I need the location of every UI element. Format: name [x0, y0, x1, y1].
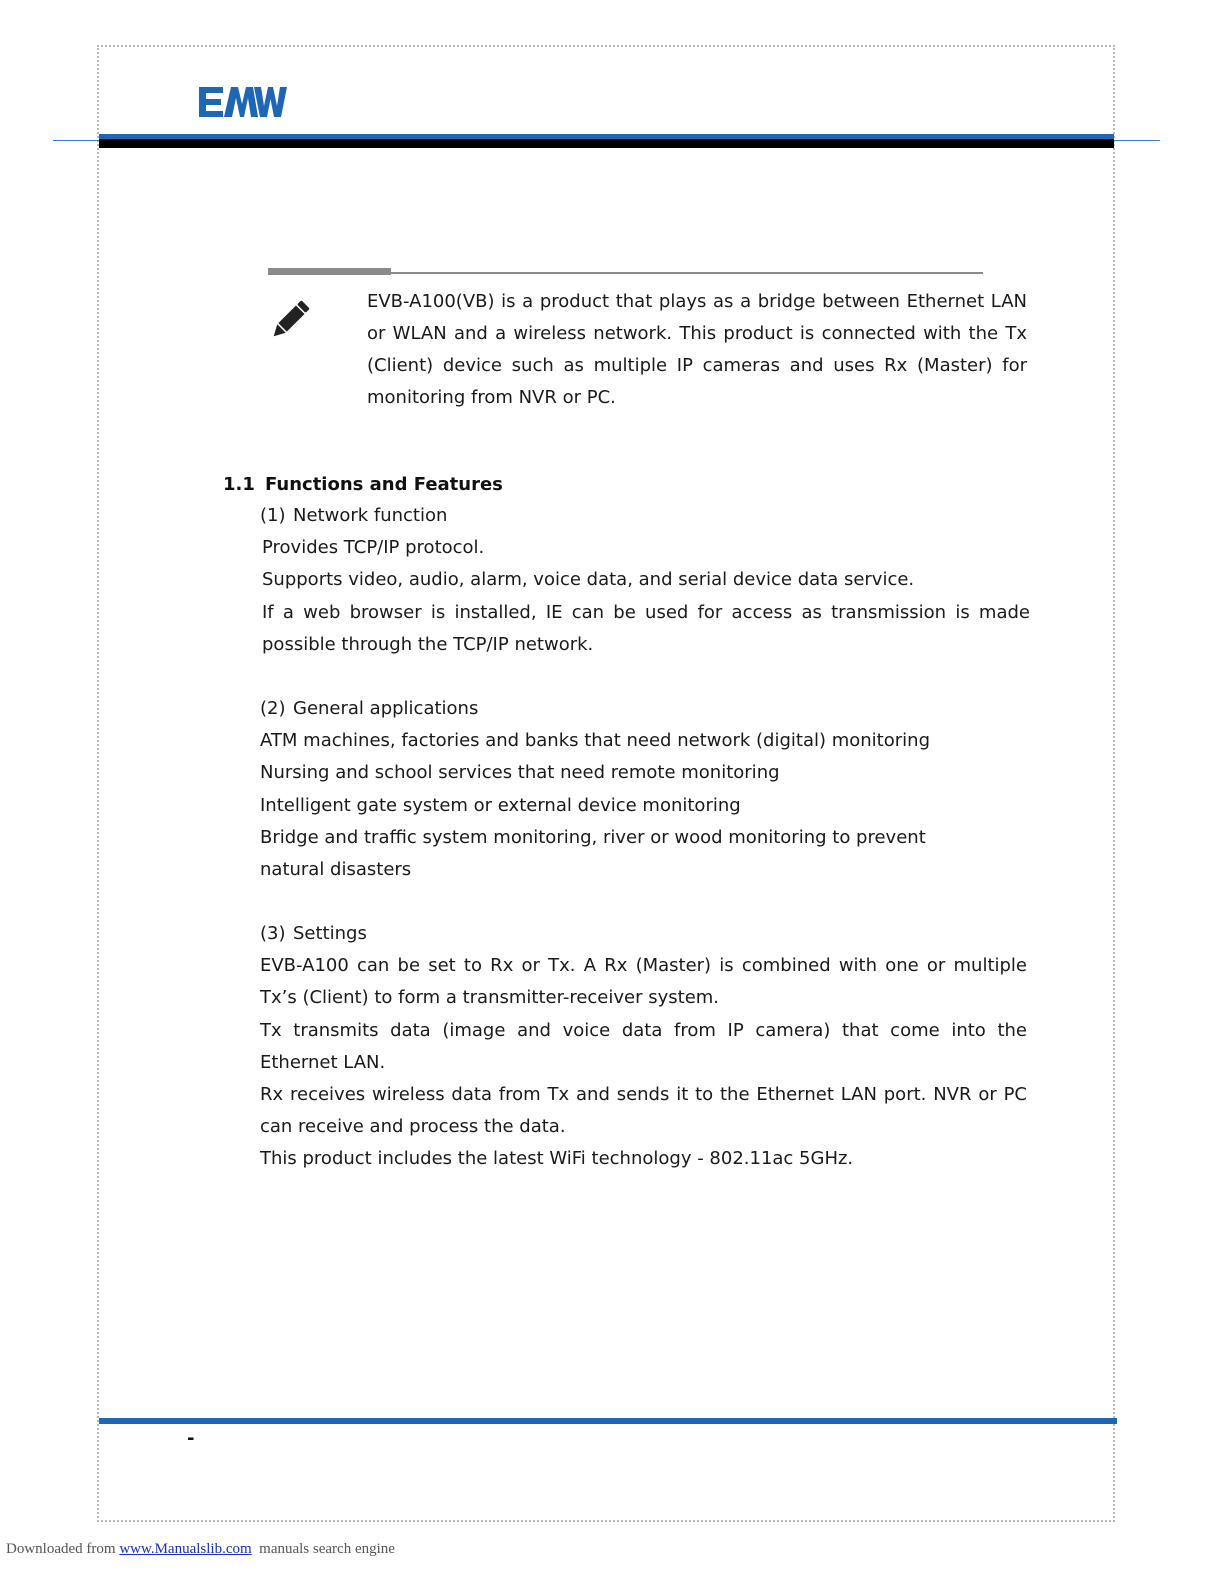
network-line: Provides TCP/IP protocol.: [262, 537, 485, 559]
subheading-applications: (2) General applications: [260, 698, 479, 719]
header-rule-right: [1114, 140, 1160, 141]
header-black-band: [99, 139, 1114, 148]
settings-line: Rx receives wireless data from Tx and sends it to the Ethernet LAN port. NVR or PC can receive and process the data.: [260, 1084, 1027, 1138]
section-heading: [223, 469, 503, 501]
network-line: If a web browser is installed, IE can be used for access as transmission is made possible through the TCP/IP network.: [262, 601, 1030, 655]
applications-block: [260, 693, 1030, 886]
settings-line: EVB-A100 can be set to Rx or Tx. A Rx (Master) is combined with one or multiple Tx’s (Client) to form a transmitter-receiver system.: [260, 955, 1027, 1009]
note-rule-accent: [268, 268, 391, 275]
section-number: 1.1: [223, 474, 255, 495]
applications-line: ATM machines, factories and banks that need network (digital) monitoring: [260, 730, 930, 752]
network-function-block: [260, 500, 1030, 661]
download-credit: [6, 1541, 395, 1558]
settings-line: Tx transmits data (image and voice data from IP camera) that come into the Ethernet LAN.: [260, 1019, 1027, 1073]
download-suffix: manuals search engine: [259, 1541, 395, 1557]
applications-line: Bridge and traffic system monitoring, river or wood monitoring to prevent natural disasters: [260, 826, 926, 881]
pencil-icon: [266, 296, 314, 344]
subheading-network: (1) Network function: [260, 505, 448, 526]
page-number-dash: -: [187, 1428, 195, 1449]
network-line: Supports video, audio, alarm, voice data, and serial device data service.: [262, 569, 915, 591]
section-title: Functions and Features: [265, 474, 503, 495]
applications-line: Intelligent gate system or external device monitoring: [260, 794, 741, 816]
settings-block: [260, 918, 1027, 1176]
manualslib-link[interactable]: www.Manualslib.com: [119, 1541, 252, 1557]
applications-line: Nursing and school services that need remote monitoring: [260, 762, 780, 784]
header-rule-left: [53, 140, 99, 141]
download-prefix: Downloaded from: [6, 1541, 116, 1557]
settings-line: This product includes the latest WiFi technology - 802.11ac 5GHz.: [260, 1148, 854, 1170]
note-text: EVB-A100(VB) is a product that plays as a bridge between Ethernet LAN or WLAN and a wireless network. This product is connected with the Tx (Client) device such as multiple IP cameras and uses Rx (Master) for monitoring from NVR or PC.: [367, 291, 1027, 408]
emw-logo: [197, 84, 289, 120]
footer-blue-band: [99, 1418, 1117, 1424]
subheading-settings: (3) Settings: [260, 923, 367, 944]
note-rule: [391, 272, 983, 274]
